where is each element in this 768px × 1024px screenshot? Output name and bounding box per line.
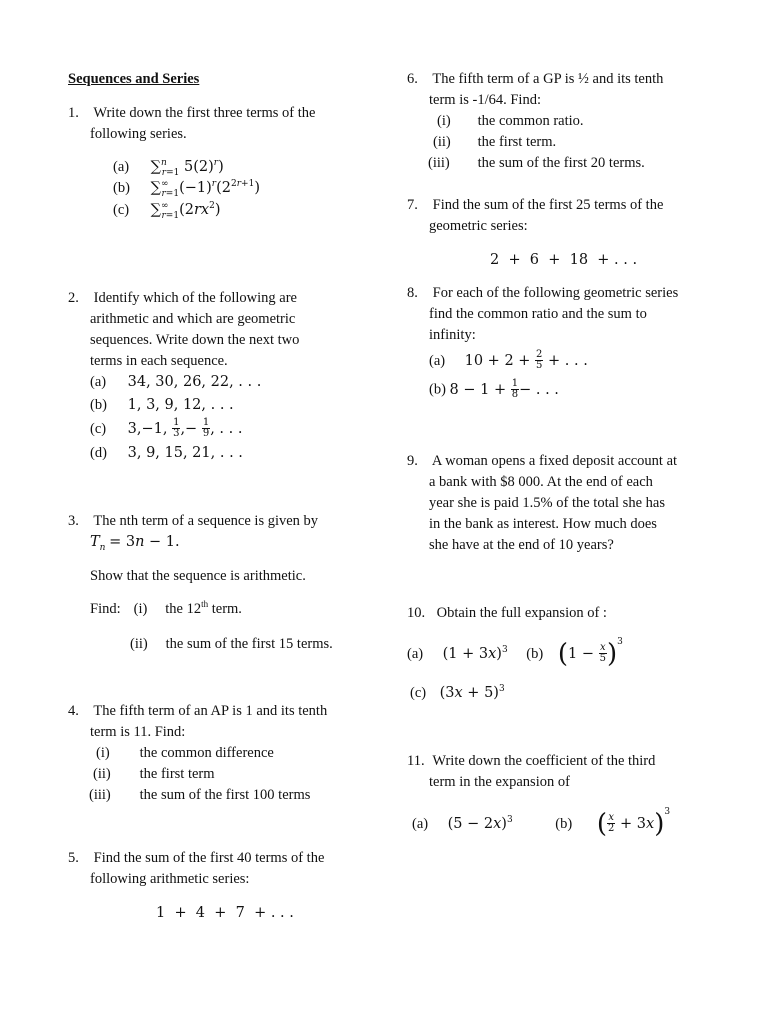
question-text: a bank with $8 000. At the end of each bbox=[429, 474, 653, 490]
part-6i bbox=[437, 111, 584, 132]
part-label: (c) bbox=[90, 420, 107, 437]
part-label: (b) bbox=[526, 645, 544, 662]
math-expression: ( $\frac{x}{2}$ + 3x)$^3$ bbox=[596, 806, 671, 839]
question-text: Show that the sequence is arithmetic. bbox=[90, 568, 306, 584]
part-text: term. bbox=[208, 601, 242, 617]
part-label: (i) bbox=[96, 745, 110, 761]
part-label: (b) bbox=[113, 180, 130, 196]
math-expression: $(5 - 2x)^3$ bbox=[447, 814, 513, 832]
part-text: the common difference bbox=[139, 745, 274, 761]
math-expression: $T_n = 3n - 1$. bbox=[90, 534, 180, 553]
question-text: A woman opens a fixed deposit account at bbox=[431, 453, 678, 469]
question-text: term is 11. Find: bbox=[90, 724, 186, 740]
part-2a bbox=[90, 372, 261, 393]
part-label: (ii) bbox=[93, 766, 111, 782]
part-11ab bbox=[412, 806, 671, 839]
part-label: (d) bbox=[90, 445, 107, 461]
question-number: 10. bbox=[407, 605, 426, 621]
question-text: Write down the coefficient of the third bbox=[432, 753, 656, 769]
part-8a bbox=[429, 350, 588, 372]
question-text: year she is paid 1.5% of the total she has bbox=[429, 495, 665, 511]
question-11 bbox=[407, 751, 655, 772]
question-text: following series. bbox=[90, 126, 187, 142]
question-number: 11. bbox=[407, 753, 425, 769]
question-text: infinity: bbox=[429, 327, 476, 343]
question-text: The fifth term of an AP is 1 and its tenth bbox=[93, 703, 328, 719]
part-label: (iii) bbox=[89, 787, 111, 803]
question-text: term is -1/64. Find: bbox=[429, 92, 541, 108]
question-text: Identify which of the following are bbox=[93, 290, 297, 306]
question-5 bbox=[68, 848, 324, 869]
page-title: Sequences and Series bbox=[68, 71, 200, 87]
part-10ab bbox=[407, 636, 623, 669]
part-text: the sum of the first 15 terms. bbox=[165, 636, 333, 652]
question-text: Find the sum of the first 25 terms of the bbox=[432, 197, 664, 213]
question-7 bbox=[407, 195, 663, 216]
part-4iii bbox=[89, 785, 310, 806]
series: 10 + 2 + $\frac{2}{5}$ + . . . bbox=[464, 349, 588, 371]
part-2c bbox=[90, 418, 242, 440]
math-expression: $(3x + 5)^3$ bbox=[439, 684, 505, 701]
math-expression: ∑$^n_{r=1}$ $5(2)^r$) bbox=[150, 158, 224, 178]
question-text: terms in each sequence. bbox=[90, 353, 228, 369]
sequence: 3,−1, $\frac{1}{3}$ ,− $\frac{1}{9}$ , . . . bbox=[127, 417, 243, 439]
part-1c bbox=[113, 200, 220, 221]
question-1 bbox=[68, 103, 315, 124]
part-label: (i) bbox=[437, 113, 451, 129]
question-number: 2. bbox=[68, 290, 79, 306]
question-number: 9. bbox=[407, 453, 418, 469]
superscript: th bbox=[201, 599, 209, 610]
part-label: (c) bbox=[113, 202, 130, 218]
series: 2 + 6 + 18 + . . . bbox=[490, 252, 638, 268]
part-label: (a) bbox=[412, 815, 429, 832]
part-text: the 12 bbox=[165, 601, 202, 617]
question-text: following arithmetic series: bbox=[90, 871, 250, 887]
question-text: geometric series: bbox=[429, 218, 528, 234]
part-label: (a) bbox=[407, 645, 424, 662]
question-number: 3. bbox=[68, 513, 79, 529]
part-label: (b) bbox=[555, 815, 573, 832]
question-8 bbox=[407, 283, 678, 304]
math-expression: $\sum^\infty_{r=1}(-1)^r(2^{2r+1})$ bbox=[150, 179, 260, 199]
question-number: 8. bbox=[407, 285, 418, 301]
question-number: 6. bbox=[407, 71, 418, 87]
part-label: (c) bbox=[410, 685, 427, 701]
part-text: the first term. bbox=[477, 134, 557, 150]
question-text: Find the sum of the first 40 terms of the bbox=[93, 850, 325, 866]
part-text: the common ratio. bbox=[477, 113, 584, 129]
series: 8 − 1 + $\frac{1}{8}$ − . . . bbox=[449, 378, 559, 400]
part-label: (iii) bbox=[428, 155, 450, 171]
part-2b bbox=[90, 395, 234, 416]
part-label: (a) bbox=[429, 352, 446, 369]
question-text: The fifth term of a GP is ½ and its tenth bbox=[432, 71, 664, 87]
question-number: 7. bbox=[407, 197, 418, 213]
part-10c bbox=[410, 683, 505, 704]
part-2d bbox=[90, 443, 243, 464]
question-number: 4. bbox=[68, 703, 79, 719]
part-label: (ii) bbox=[433, 134, 451, 150]
question-6 bbox=[407, 69, 663, 90]
question-text: The nth term of a sequence is given by bbox=[93, 513, 319, 529]
question-text: Obtain the full expansion of : bbox=[436, 605, 607, 621]
question-4 bbox=[68, 701, 327, 722]
part-3i bbox=[90, 599, 242, 620]
question-3 bbox=[68, 511, 318, 532]
part-label: (a) bbox=[90, 374, 107, 390]
find-label: Find: bbox=[90, 601, 121, 617]
question-text: sequences. Write down the next two bbox=[90, 332, 300, 348]
math-expression: $(1 + 3x)^3$ bbox=[442, 644, 508, 662]
sequence: 34, 30, 26, 22, . . . bbox=[127, 374, 262, 390]
sequence: 1, 3, 9, 12, . . . bbox=[127, 397, 234, 413]
part-label: (i) bbox=[133, 601, 148, 617]
question-text: Write down the first three terms of the bbox=[93, 105, 316, 121]
part-4i bbox=[96, 743, 274, 764]
series: 1 + 4 + 7 + . . . bbox=[156, 905, 294, 921]
sequence: 3, 9, 15, 21, . . . bbox=[127, 445, 243, 461]
part-label: (ii) bbox=[130, 636, 148, 652]
question-text: find the common ratio and the sum to bbox=[429, 306, 647, 322]
question-2 bbox=[68, 288, 297, 309]
question-number: 5. bbox=[68, 850, 79, 866]
question-number: 1. bbox=[68, 105, 79, 121]
part-8b bbox=[429, 379, 559, 401]
math-expression: (1 − $\frac{x}{5}$ )$^3$ bbox=[557, 636, 623, 669]
part-label: (a) bbox=[113, 159, 130, 175]
part-3ii bbox=[130, 634, 333, 655]
question-9 bbox=[407, 451, 677, 472]
part-1a bbox=[113, 157, 224, 178]
question-text: For each of the following geometric series bbox=[432, 285, 679, 301]
part-label: (b) bbox=[429, 381, 446, 398]
part-label: (b) bbox=[90, 397, 107, 413]
question-text: she have at the end of 10 years? bbox=[429, 537, 614, 553]
part-text: the sum of the first 100 terms bbox=[139, 787, 311, 803]
question-text: term in the expansion of bbox=[429, 774, 570, 790]
part-text: the first term bbox=[139, 766, 215, 782]
part-4ii bbox=[93, 764, 215, 785]
part-6ii bbox=[433, 132, 556, 153]
part-6iii bbox=[428, 153, 645, 174]
math-expression: $\sum^\infty_{r=1}(2rx^2)$ bbox=[150, 201, 221, 221]
question-10 bbox=[407, 603, 607, 624]
question-text: arithmetic and which are geometric bbox=[90, 311, 296, 327]
part-text: the sum of the first 20 terms. bbox=[477, 155, 645, 171]
part-1b bbox=[113, 178, 260, 199]
question-text: in the bank as interest. How much does bbox=[429, 516, 657, 532]
